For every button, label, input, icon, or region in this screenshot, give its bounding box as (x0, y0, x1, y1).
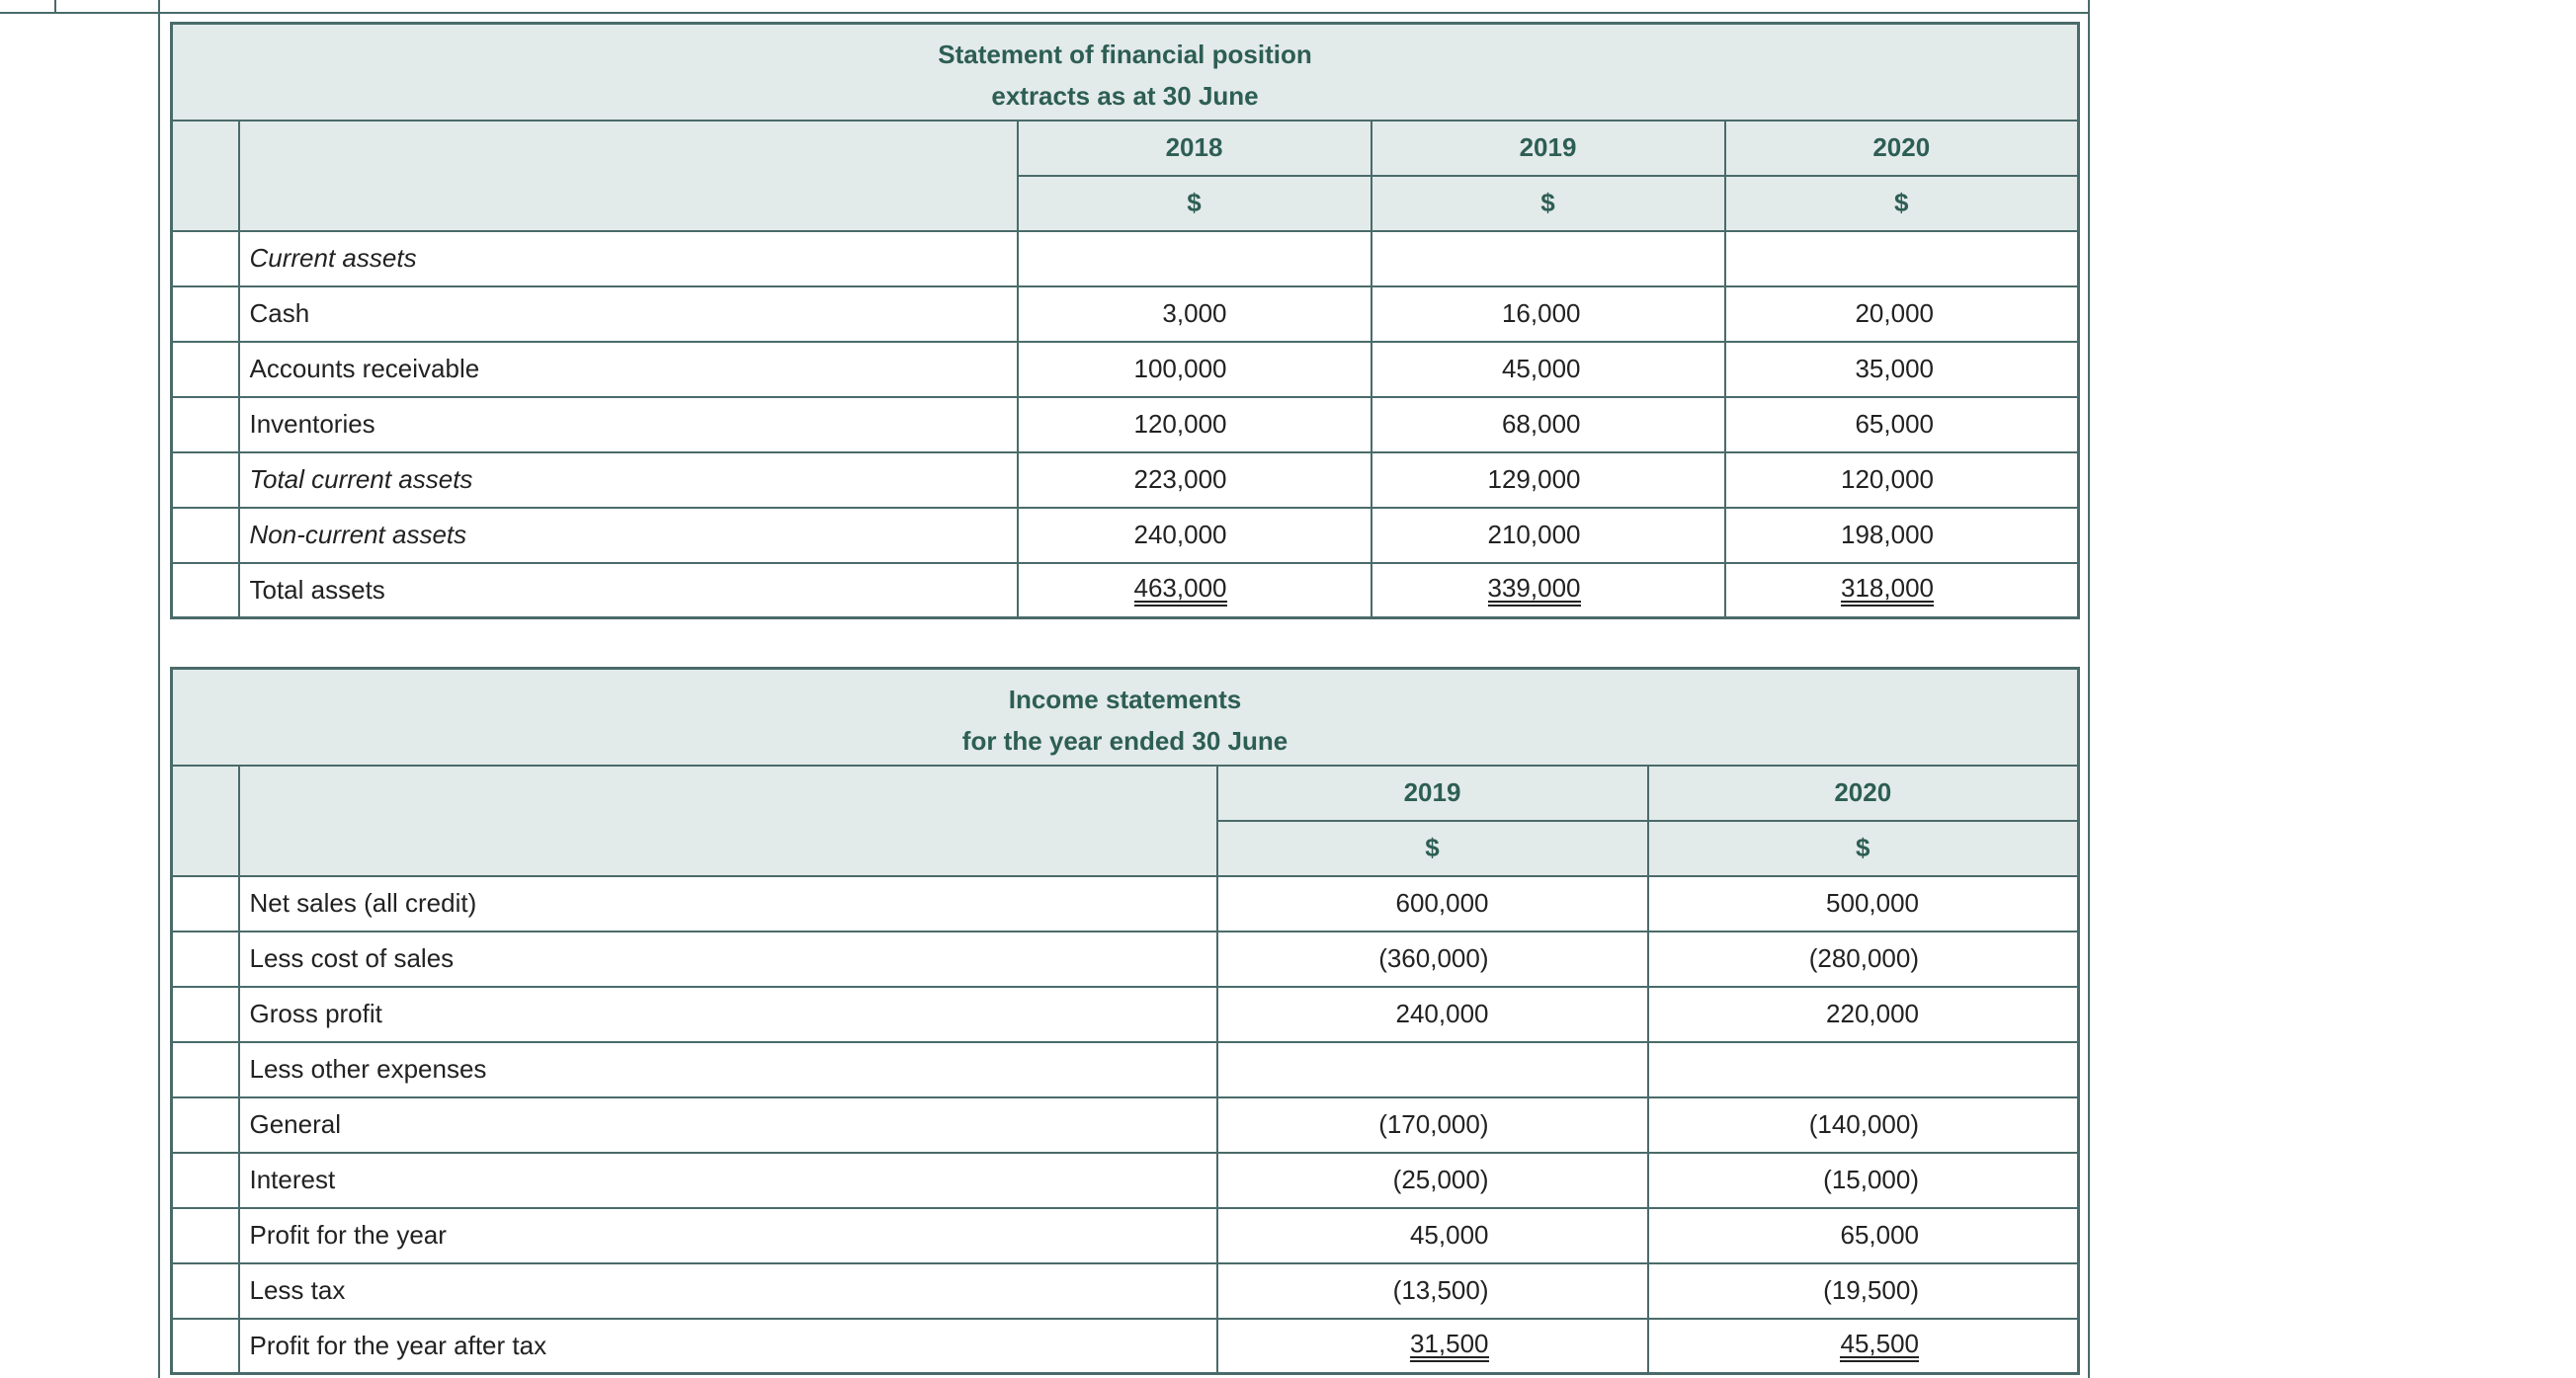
row-label: Less tax (239, 1263, 1217, 1319)
year-header: 2019 (1371, 121, 1725, 176)
row-label: Cash (239, 286, 1018, 342)
frame-line (0, 12, 2090, 14)
row-value: 198,000 (1725, 508, 2079, 563)
currency-header: $ (1371, 176, 1725, 231)
table-row (172, 231, 2079, 286)
row-value (1018, 231, 1371, 286)
row-value: (360,000) (1217, 932, 1648, 987)
table-row (172, 1263, 2079, 1319)
table-row (172, 397, 2079, 452)
total-value: 31,500 (1410, 1331, 1489, 1362)
header-blank (172, 121, 239, 231)
row-label: Accounts receivable (239, 342, 1018, 397)
row-value: 35,000 (1725, 342, 2079, 397)
row-value: 20,000 (1725, 286, 2079, 342)
row-value: 120,000 (1725, 452, 2079, 508)
row-value: 220,000 (1648, 987, 2079, 1042)
table-row (172, 286, 2079, 342)
row-label: Total assets (239, 563, 1018, 618)
total-value: 45,500 (1840, 1331, 1919, 1362)
row-value: 129,000 (1371, 452, 1725, 508)
row-value: 100,000 (1018, 342, 1371, 397)
balance-sheet-table (170, 22, 2080, 619)
year-header: 2020 (1648, 766, 2079, 821)
row-label: Inventories (239, 397, 1018, 452)
row-label: Non-current assets (239, 508, 1018, 563)
frame-line (2088, 0, 2090, 1378)
row-value: 600,000 (1217, 876, 1648, 932)
row-value: (25,000) (1217, 1153, 1648, 1208)
row-label: Gross profit (239, 987, 1217, 1042)
table-row (172, 342, 2079, 397)
row-value: 16,000 (1371, 286, 1725, 342)
table-row (172, 1208, 2079, 1263)
row-value: 240,000 (1217, 987, 1648, 1042)
row-label: Profit for the year (239, 1208, 1217, 1263)
row-label: Current assets (239, 231, 1018, 286)
table-row (172, 987, 2079, 1042)
header-blank (239, 121, 1018, 231)
frame-line (54, 0, 56, 12)
table-row (172, 1097, 2079, 1153)
table-row (172, 452, 2079, 508)
row-label: Less other expenses (239, 1042, 1217, 1097)
row-value: (170,000) (1217, 1097, 1648, 1153)
row-value: 45,000 (1371, 342, 1725, 397)
row-value: (140,000) (1648, 1097, 2079, 1153)
row-value (1725, 231, 2079, 286)
row-value: (15,000) (1648, 1153, 2079, 1208)
table-row (172, 1319, 2079, 1374)
table-row (172, 1153, 2079, 1208)
row-value: 223,000 (1018, 452, 1371, 508)
row-value: 65,000 (1648, 1208, 2079, 1263)
balance-sheet-title-line2: extracts as at 30 June (991, 80, 1259, 111)
currency-header: $ (1018, 176, 1371, 231)
row-value: 68,000 (1371, 397, 1725, 452)
row-label: Interest (239, 1153, 1217, 1208)
row-value: (280,000) (1648, 932, 2079, 987)
row-value: 45,000 (1217, 1208, 1648, 1263)
total-value: 339,000 (1488, 575, 1581, 607)
row-label: General (239, 1097, 1217, 1153)
row-label: Net sales (all credit) (239, 876, 1217, 932)
income-title-line1: Income statements (1008, 684, 1242, 714)
header-blank (172, 766, 239, 876)
total-value: 463,000 (1134, 575, 1227, 607)
income-statement-table (170, 667, 2080, 1375)
header-blank (239, 766, 1217, 876)
income-title-line2: for the year ended 30 June (961, 725, 1288, 756)
row-label: Less cost of sales (239, 932, 1217, 987)
row-label: Total current assets (239, 452, 1018, 508)
year-header: 2020 (1725, 121, 2079, 176)
row-value (1648, 1042, 2079, 1097)
table-row (172, 563, 2079, 618)
currency-header: $ (1217, 821, 1648, 876)
row-value: 3,000 (1018, 286, 1371, 342)
frame-line (158, 0, 160, 1378)
table-row (172, 876, 2079, 932)
row-value: 65,000 (1725, 397, 2079, 452)
balance-sheet-title-line1: Statement of financial position (938, 39, 1312, 69)
row-value: 210,000 (1371, 508, 1725, 563)
income-statement-title (172, 669, 2079, 766)
row-value: (13,500) (1217, 1263, 1648, 1319)
total-value: 318,000 (1841, 575, 1934, 607)
currency-header: $ (1648, 821, 2079, 876)
row-value (1371, 231, 1725, 286)
row-value: 120,000 (1018, 397, 1371, 452)
year-header: 2018 (1018, 121, 1371, 176)
row-label: Profit for the year after tax (239, 1319, 1217, 1374)
row-value: 240,000 (1018, 508, 1371, 563)
table-row (172, 508, 2079, 563)
year-header: 2019 (1217, 766, 1648, 821)
row-value: (19,500) (1648, 1263, 2079, 1319)
row-value: 500,000 (1648, 876, 2079, 932)
balance-sheet-title (172, 24, 2079, 121)
table-row (172, 932, 2079, 987)
table-row (172, 1042, 2079, 1097)
currency-header: $ (1725, 176, 2079, 231)
row-value (1217, 1042, 1648, 1097)
